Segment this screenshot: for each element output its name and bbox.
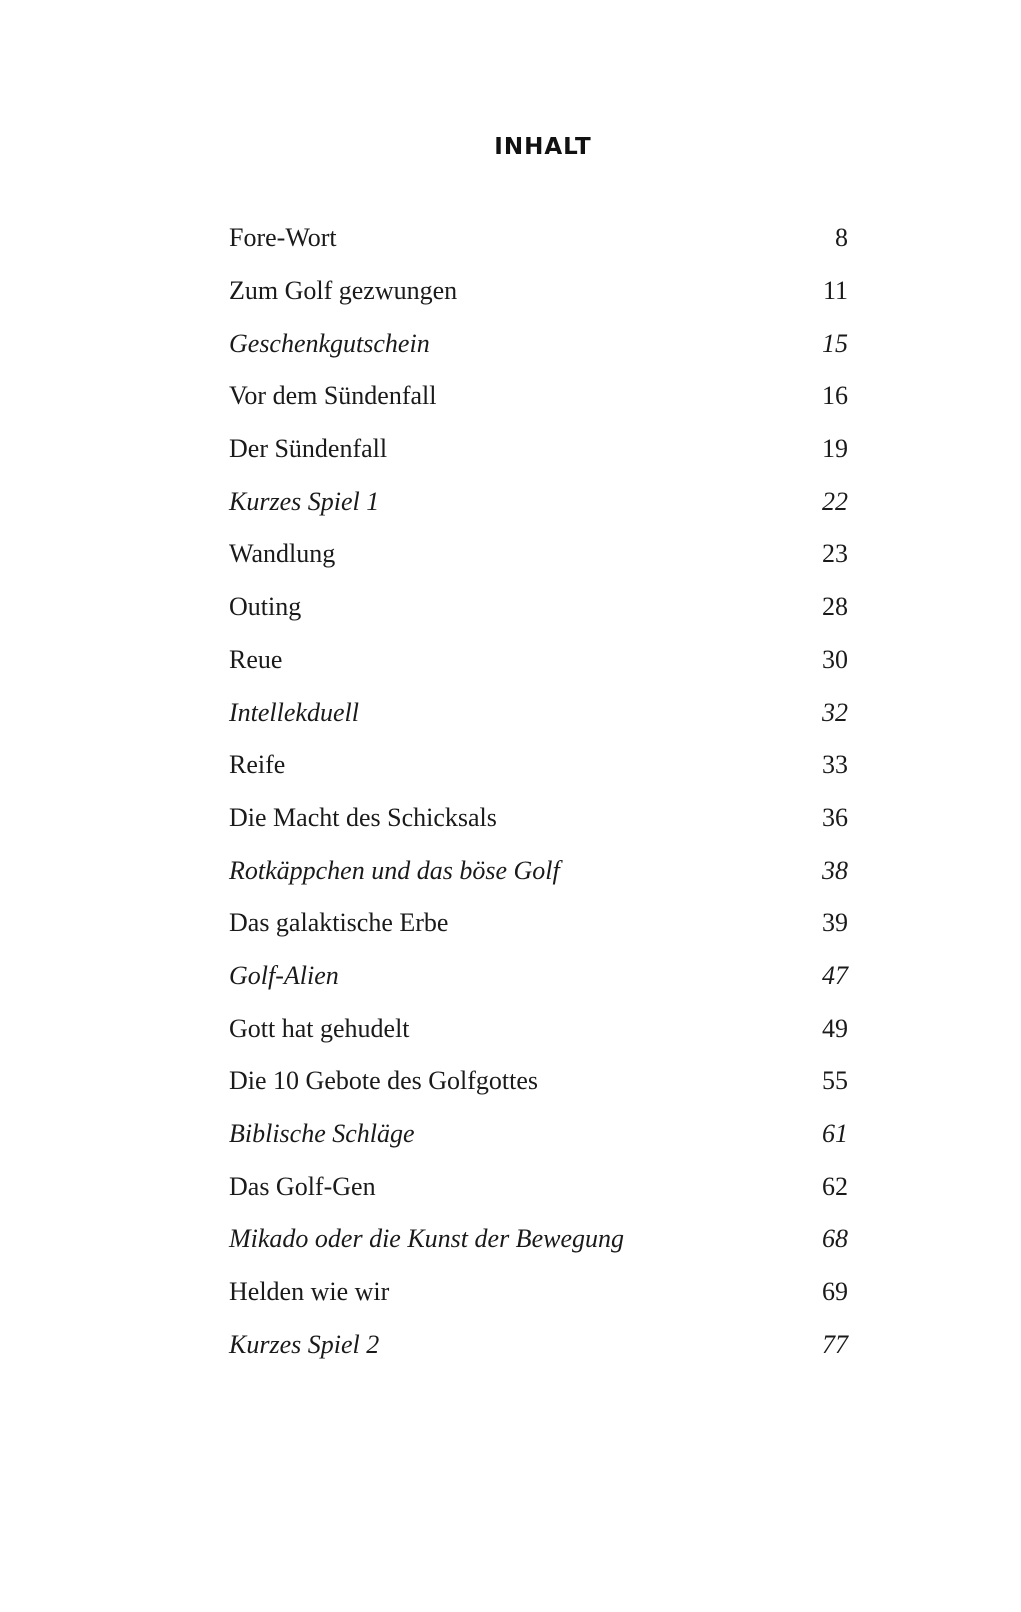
toc-entry-title: Der Sündenfall [229,434,388,464]
toc-entry-page: 36 [822,802,848,832]
toc-entry [229,370,848,423]
toc-entry [229,212,848,265]
toc-entry-title: Outing [229,592,302,622]
toc-entry-title: Kurzes Spiel 2 [229,1329,380,1359]
toc-entry [229,1213,848,1266]
toc-entry [229,950,848,1003]
toc-entry-title: Biblische Schläge [229,1119,415,1149]
toc-entry [229,581,848,634]
toc-entry-page: 69 [822,1277,848,1307]
toc-entry-page: 22 [822,486,848,516]
toc-entry-page: 33 [822,750,848,780]
toc-entry-title: Geschenkgutschein [229,328,430,358]
page-title: INHALT [494,134,592,160]
toc-entry-page: 8 [835,223,848,253]
toc-entry-title: Fore-Wort [229,223,337,253]
toc-entry-title: Das galaktische Erbe [229,908,449,938]
toc-entry-page: 32 [822,697,848,727]
toc-entry-title: Die Macht des Schicksals [229,802,497,832]
toc-entry-page: 49 [822,1013,848,1043]
toc-entry-page: 61 [822,1119,848,1149]
toc-entry-page: 30 [822,644,848,674]
toc-entry-title: Gott hat gehudelt [229,1013,410,1043]
toc-entry-page: 39 [822,908,848,938]
toc-entry-page: 68 [822,1224,848,1254]
toc-entry [229,475,848,528]
toc-entry-title: Golf-Alien [229,960,339,990]
toc-entry-page: 15 [822,328,848,358]
toc-entry [229,739,848,792]
toc-entry-title: Helden wie wir [229,1277,390,1307]
toc-entry-page: 77 [822,1329,848,1359]
toc-entry-title: Das Golf-Gen [229,1171,376,1201]
toc-entry-title: Wandlung [229,539,336,569]
toc-entry-title: Die 10 Gebote des Golfgottes [229,1066,539,1096]
toc-entry-page: 11 [822,276,848,306]
toc-entry-page: 16 [822,381,848,411]
toc-entry [229,1160,848,1213]
toc-entry [229,423,848,476]
toc-entry [229,844,848,897]
toc-entry [229,897,848,950]
toc-entry [229,1055,848,1108]
toc-entry-page: 47 [822,960,848,990]
toc-entry [229,317,848,370]
toc-entry [229,1108,848,1161]
toc-entry [229,792,848,845]
toc-entry-title: Vor dem Sündenfall [229,381,437,411]
toc-entry [229,528,848,581]
toc-entry-title: Reue [229,644,283,674]
toc-entry [229,634,848,687]
toc-entry-title: Reife [229,750,286,780]
toc-entry-page: 38 [822,855,848,885]
toc-entry-page: 23 [822,539,848,569]
toc-entry-title: Intellekduell [229,697,359,727]
toc-entry-page: 55 [822,1066,848,1096]
toc-entry [229,265,848,318]
toc-entry [229,1002,848,1055]
toc-entry-page: 28 [822,592,848,622]
toc-entry-page: 62 [822,1171,848,1201]
toc-entry-title: Mikado oder die Kunst der Bewegung [229,1224,624,1254]
toc-entry-title: Rotkäppchen und das böse Golf [229,855,560,885]
table-of-contents [229,212,848,1371]
toc-entry-title: Kurzes Spiel 1 [229,486,380,516]
toc-entry [229,1318,848,1371]
toc-entry-page: 19 [822,434,848,464]
toc-entry-title: Zum Golf gezwungen [229,276,458,306]
toc-entry [229,1266,848,1319]
toc-entry [229,686,848,739]
